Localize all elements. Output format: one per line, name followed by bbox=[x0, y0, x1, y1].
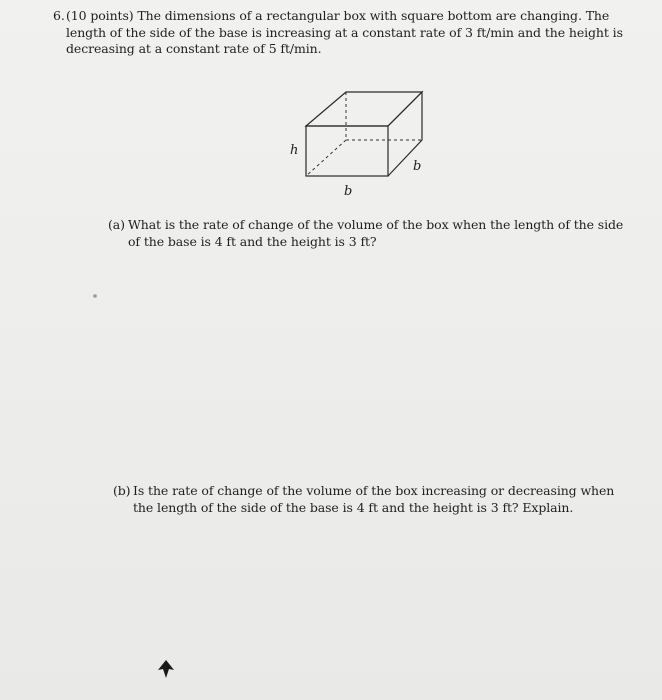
problem-text: (10 points) The dimensions of a rectangular box with square bottom are changing. The length of the side of the base is increasing at a constant rate of 3 ft/min and the height is decreasing at a constant rate of 5 ft/min. bbox=[66, 8, 623, 56]
part-b-label: (b) bbox=[113, 483, 131, 498]
problem-statement bbox=[53, 8, 632, 58]
base-side-label: b bbox=[413, 159, 422, 174]
hidden-left-bottom-edge bbox=[306, 140, 346, 176]
front-face bbox=[306, 126, 388, 176]
part-b-text: Is the rate of change of the volume of the box increasing or decreasing when the length of the side of the base is 4 ft and the height is 3 ft? Explain. bbox=[133, 483, 615, 515]
height-label: h bbox=[290, 143, 299, 158]
problem-number: 6. bbox=[53, 8, 65, 23]
part-a-label: (a) bbox=[108, 217, 125, 232]
base-front-label: b bbox=[344, 184, 353, 199]
part-a-question bbox=[108, 217, 628, 250]
box-diagram bbox=[280, 84, 440, 202]
paper-speck bbox=[92, 294, 98, 298]
part-b-question bbox=[113, 483, 628, 516]
part-a-text: What is the rate of change of the volume of the box when the length of the side of the base is 4 ft and the height is 3 ft? bbox=[128, 217, 624, 249]
mouse-pointer-icon bbox=[156, 658, 176, 680]
